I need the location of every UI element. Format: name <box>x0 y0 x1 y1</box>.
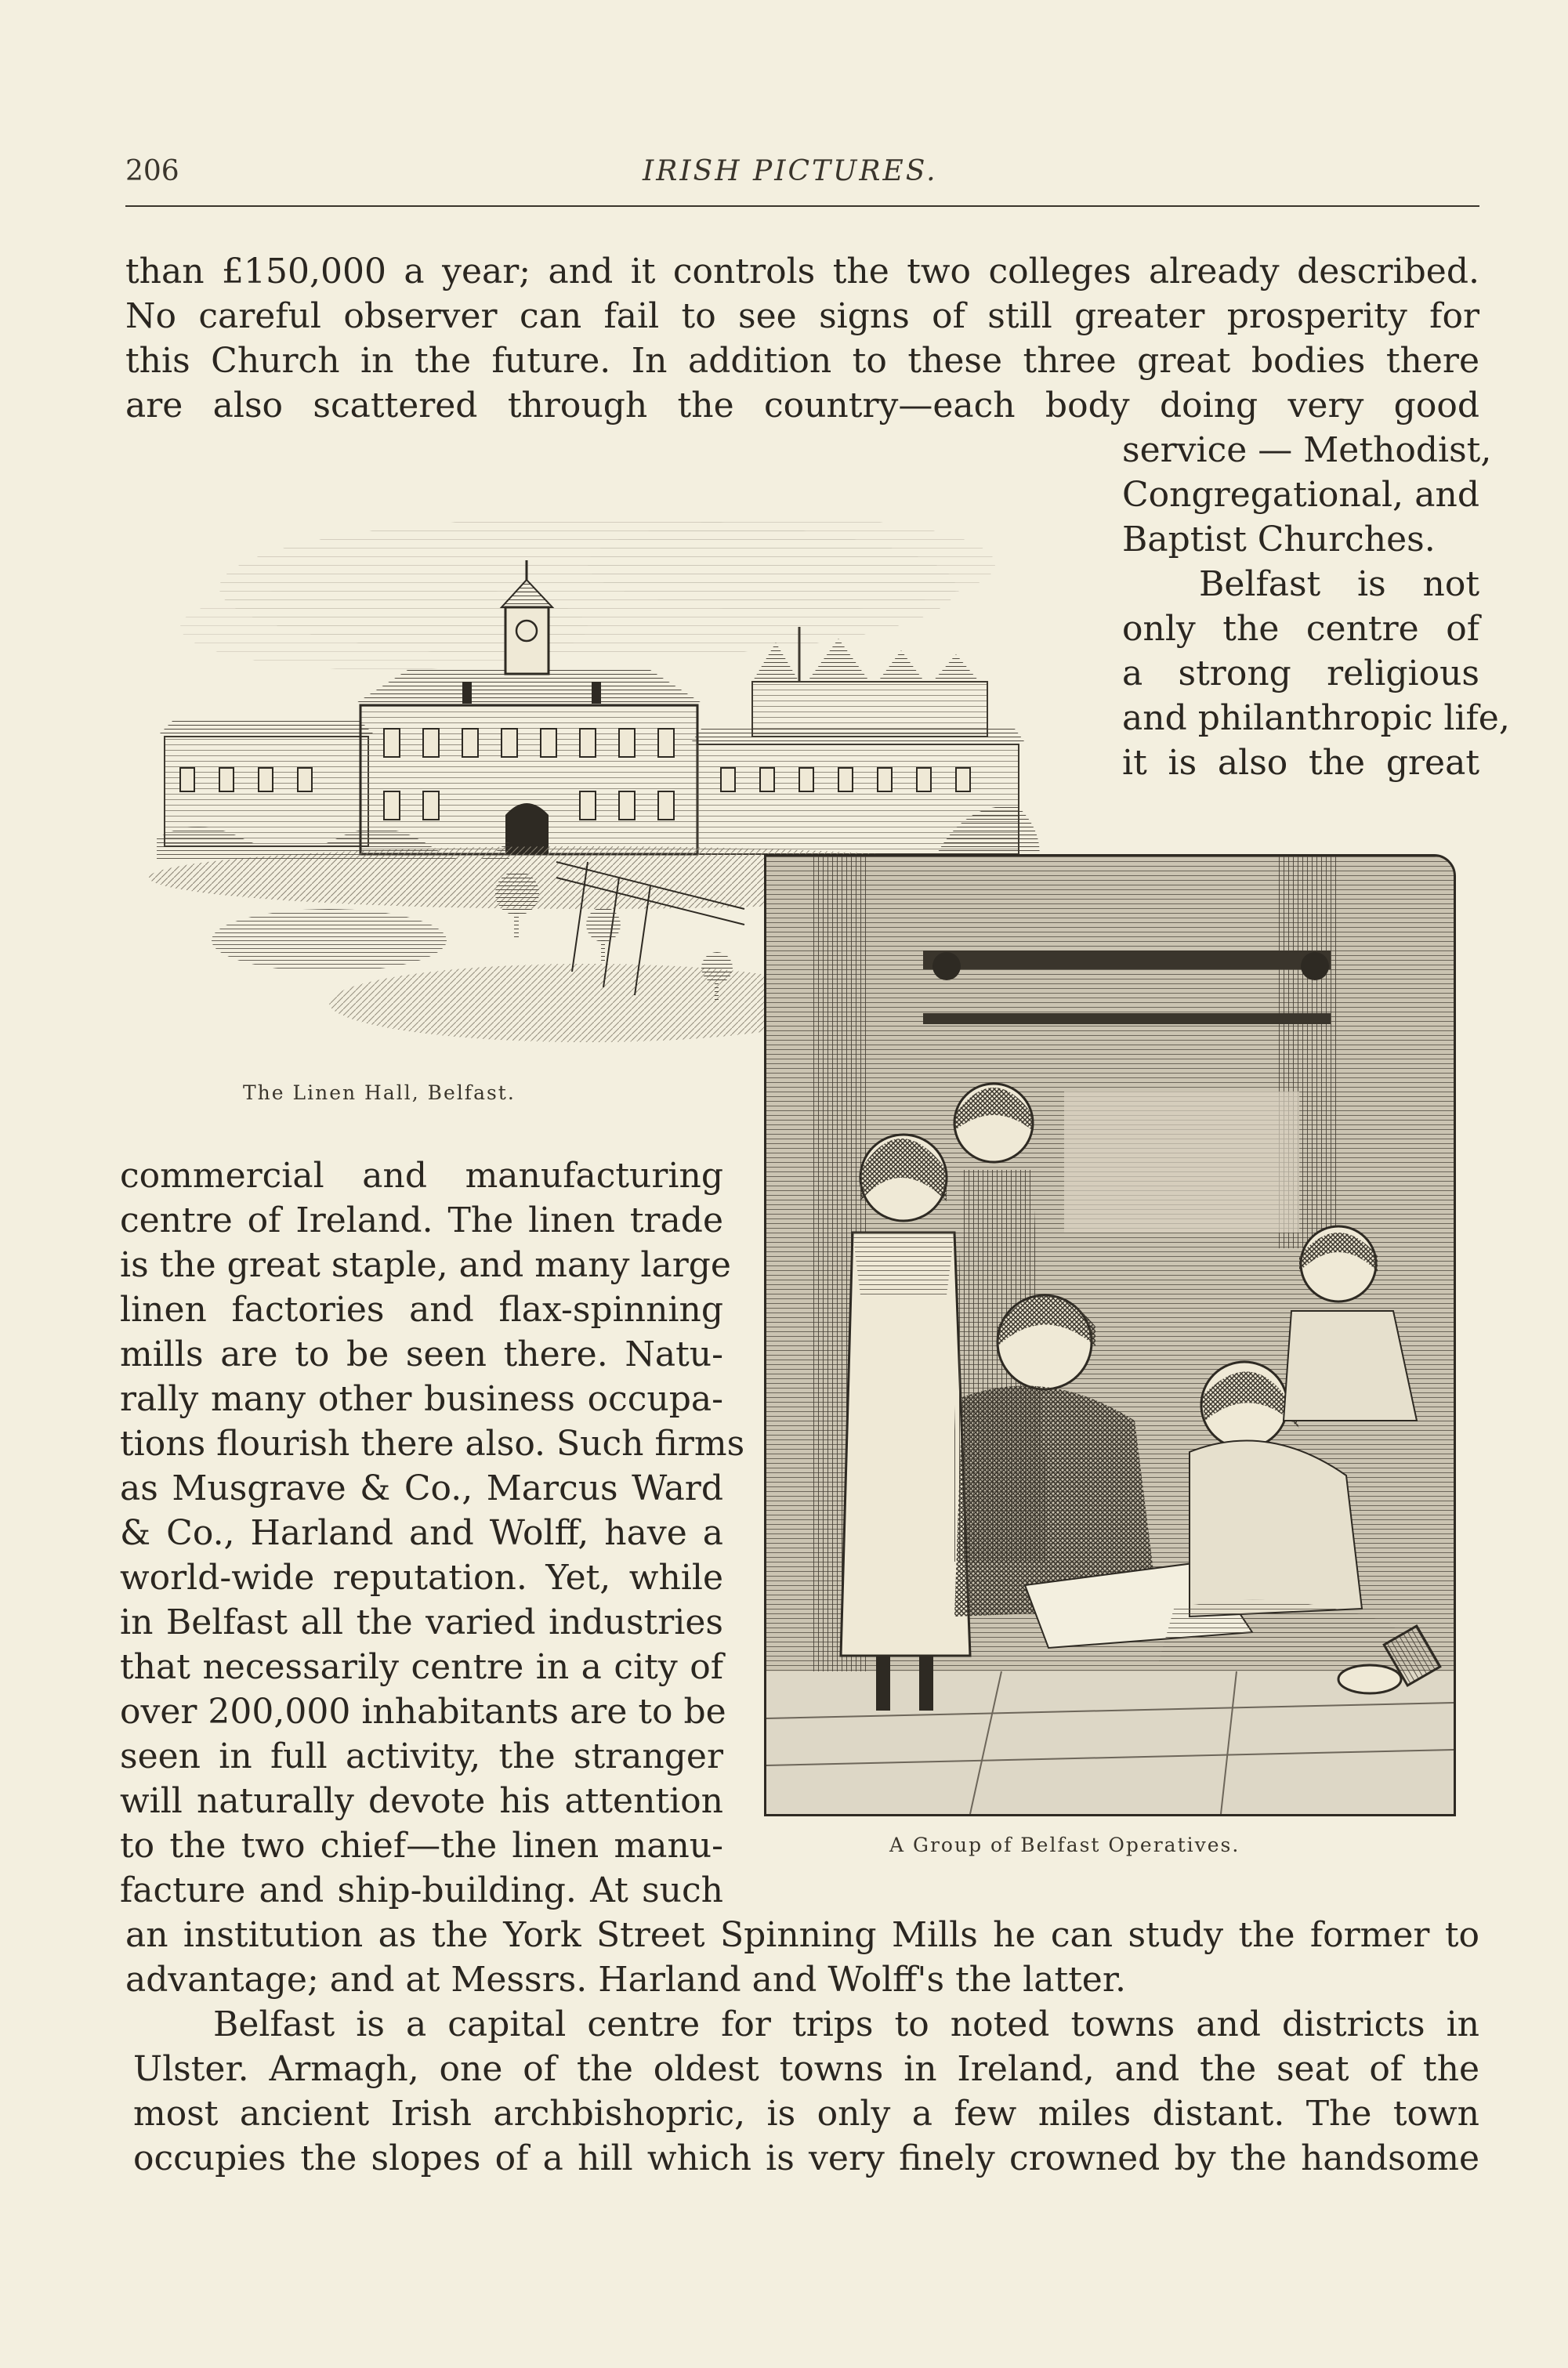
operatives-caption: A Group of Belfast Operatives. <box>889 1834 1240 1856</box>
body-line: to the two chief—the linen manu- <box>120 1826 723 1866</box>
body-line: seen in full activity, the stranger <box>120 1736 723 1776</box>
body-line: in Belfast all the varied industries <box>120 1602 723 1642</box>
body-line: is the great staple, and many large <box>120 1245 731 1285</box>
body-line: No careful observer can fail to see signs of still greater prosperity for <box>125 296 1479 336</box>
body-line: over 200,000 inhabitants are to be <box>120 1692 726 1732</box>
body-line: most ancient Irish archbishopric, is only a few miles distant. The town <box>133 2094 1479 2134</box>
body-line: Baptist Churches. <box>1122 520 1436 559</box>
body-line: advantage; and at Messrs. Harland and Wolff's the latter. <box>125 1960 1127 2000</box>
body-line: that necessarily centre in a city of <box>120 1647 723 1687</box>
body-line: will naturally devote his attention <box>120 1781 723 1821</box>
body-line: only the centre of <box>1122 609 1479 649</box>
body-line: an institution as the York Street Spinning Mills he can study the former to <box>125 1915 1479 1955</box>
body-line: service — Methodist, <box>1122 430 1492 470</box>
body-line: world-wide reputation. Yet, while <box>120 1558 723 1598</box>
body-line: are also scattered through the country—each body doing very good <box>125 386 1479 425</box>
body-line: this Church in the future. In addition to these three great bodies there <box>125 341 1479 381</box>
body-line: a strong religious <box>1122 654 1479 693</box>
body-line: and philanthropic life, <box>1122 698 1510 738</box>
body-line: occupies the slopes of a hill which is very finely crowned by the handsome <box>133 2138 1479 2178</box>
body-line: facture and ship-building. At such <box>120 1870 723 1910</box>
body-line: than £150,000 a year; and it controls the two colleges already described. <box>125 252 1479 291</box>
body-line: Belfast is a capital centre for trips to noted towns and districts in <box>213 2004 1479 2044</box>
body-line: tions flourish there also. Such firms <box>120 1424 745 1464</box>
body-line: Congregational, and <box>1122 475 1479 515</box>
body-line: linen factories and flax-spinning <box>120 1290 723 1330</box>
body-line: centre of Ireland. The linen trade <box>120 1200 723 1240</box>
body-line: as Musgrave & Co., Marcus Ward <box>120 1468 723 1508</box>
body-line: mills are to be seen there. Natu- <box>120 1334 723 1374</box>
header-rule <box>125 205 1479 207</box>
page-number: 206 <box>125 155 179 187</box>
operatives-engraving <box>766 856 1454 1814</box>
body-line: Belfast is not <box>1199 564 1479 604</box>
body-line: commercial and manufacturing <box>120 1156 723 1196</box>
body-line: Ulster. Armagh, one of the oldest towns in Ireland, and the seat of the <box>133 2049 1479 2089</box>
operatives-illustration <box>764 854 1456 1816</box>
body-line: & Co., Harland and Wolff, have a <box>120 1513 723 1553</box>
running-head-title: IRISH PICTURES. <box>643 155 938 187</box>
linen-hall-caption: The Linen Hall, Belfast. <box>243 1081 516 1104</box>
body-line: rally many other business occupa- <box>120 1379 723 1419</box>
body-line: it is also the great <box>1122 743 1479 783</box>
